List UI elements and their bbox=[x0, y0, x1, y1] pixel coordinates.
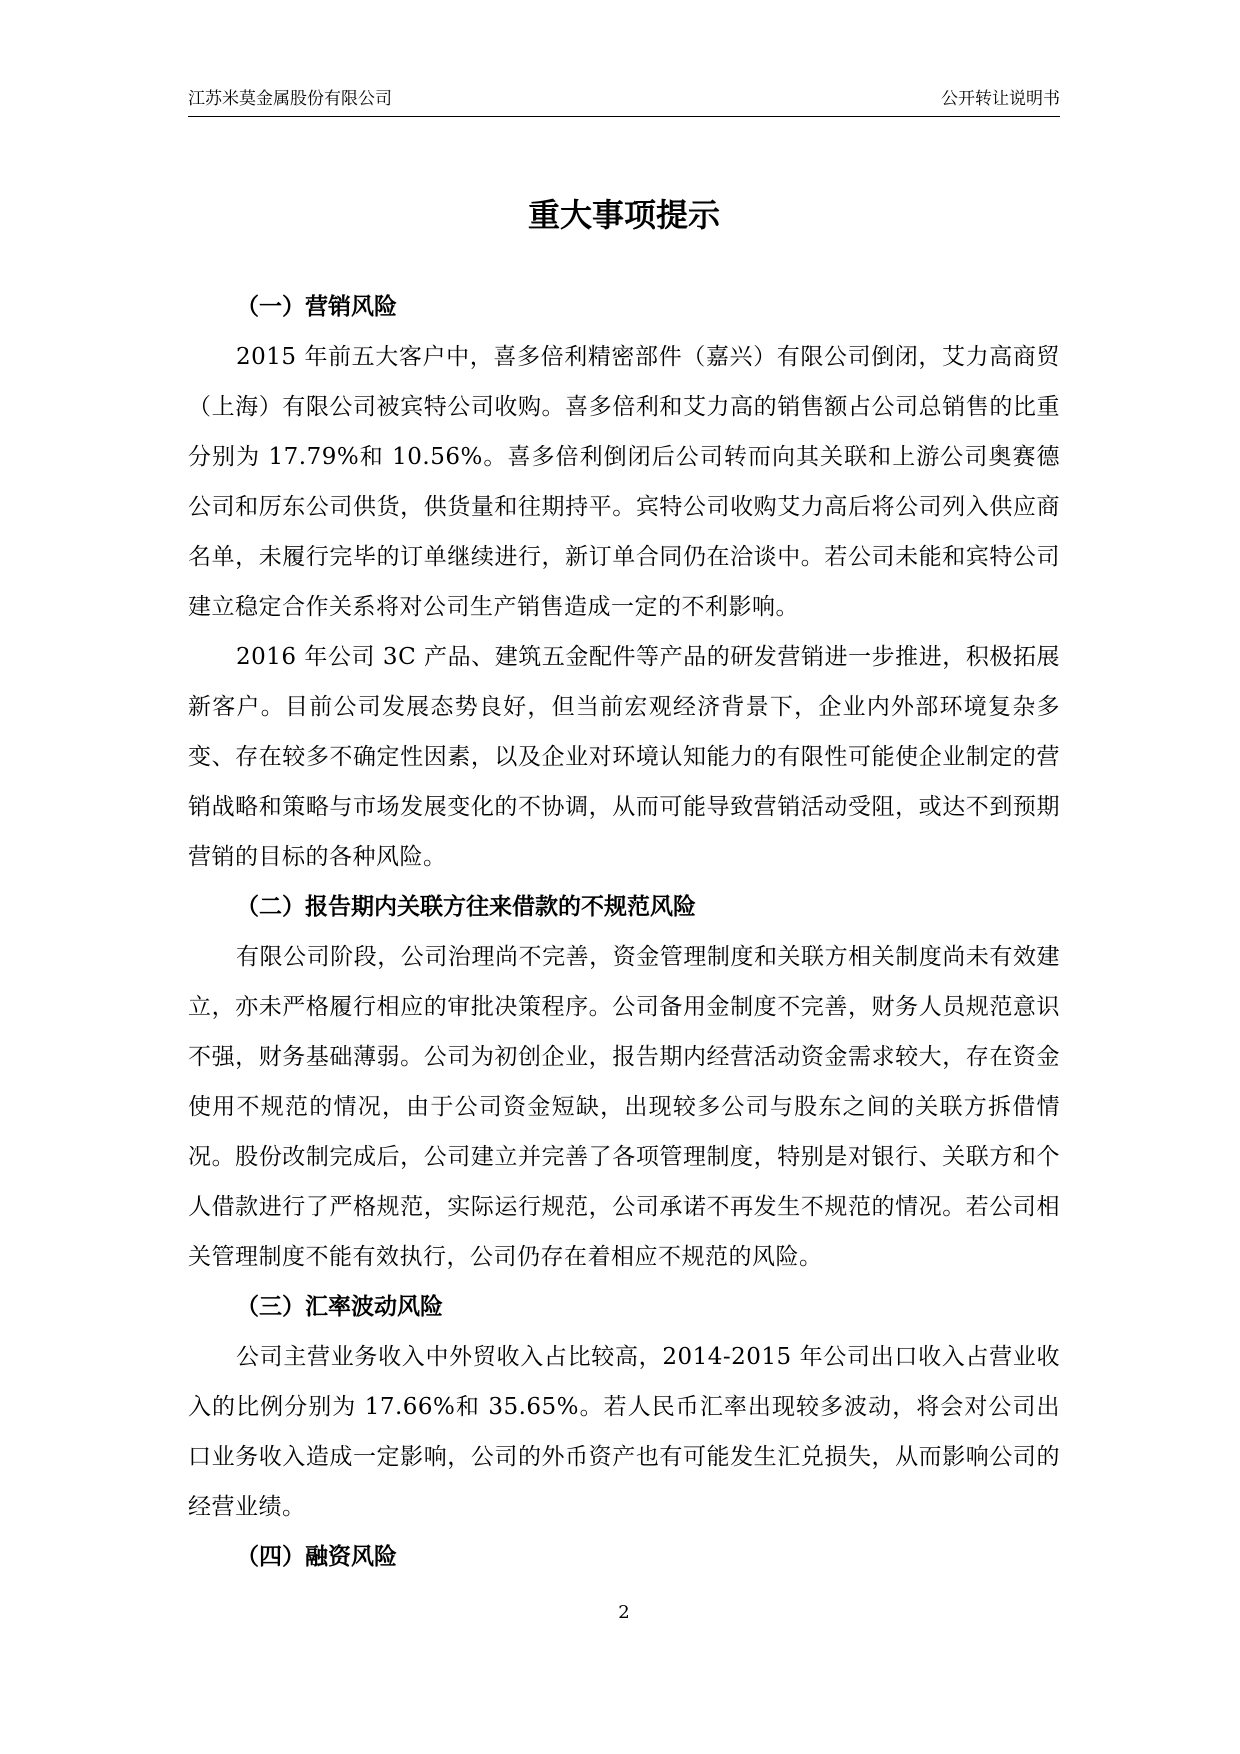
page-header bbox=[188, 86, 1060, 117]
document-body bbox=[188, 282, 1060, 1582]
section-heading-related-party-risk: （二）报告期内关联方往来借款的不规范风险 bbox=[236, 894, 696, 920]
paragraph-related-party-risk-1: 有限公司阶段，公司治理尚不完善，资金管理制度和关联方相关制度尚未有效建立，亦未严格履行相应的审批决策程序。公司备用金制度不完善，财务人员规范意识不强，财务基础薄弱。公司为初创企业，报告期内经营活动资金需求较大，存在资金使用不规范的情况，由于公司资金短缺，出现较多公司与股东之间的关联方拆借情况。股份改制完成后，公司建立并完善了各项管理制度，特别是对银行、关联方和个人借款进行了严格规范，实际运行规范，公司承诺不再发生不规范的情况。若公司相关管理制度不能有效执行，公司仍存在着相应不规范的风险。 bbox=[188, 944, 1060, 1270]
section-heading-exchange-rate-risk: （三）汇率波动风险 bbox=[236, 1294, 443, 1320]
page-number: 2 bbox=[618, 1602, 630, 1623]
paragraph-exchange-rate-risk-1: 公司主营业务收入中外贸收入占比较高，2014-2015 年公司出口收入占营业收入的比例分别为 17.66%和 35.65%。若人民币汇率出现较多波动，将会对公司出口业务收入造成一定影响，公司的外币资产也有可能发生汇兑损失，从而影响公司的经营业绩。 bbox=[188, 1344, 1060, 1520]
page-title: 重大事项提示 bbox=[527, 196, 720, 234]
header-document-type: 公开转让说明书 bbox=[941, 89, 1060, 109]
paragraph-marketing-risk-2: 2016 年公司 3C 产品、建筑五金配件等产品的研发营销进一步推进，积极拓展新客户。目前公司发展态势良好，但当前宏观经济背景下，企业内外部环境复杂多变、存在较多不确定性因素，以及企业对环境认知能力的有限性可能使企业制定的营销战略和策略与市场发展变化的不协调，从而可能导致营销活动受阻，或达不到预期营销的目标的各种风险。 bbox=[188, 644, 1060, 870]
paragraph-marketing-risk-1: 2015 年前五大客户中，喜多倍利精密部件（嘉兴）有限公司倒闭，艾力高商贸（上海）有限公司被宾特公司收购。喜多倍利和艾力高的销售额占公司总销售的比重分别为 17.79%和 10.56%。喜多倍利倒闭后公司转而向其关联和上游公司奥赛德公司和厉东公司供货，供货量和往期持平。宾特公司收购艾力高后将公司列入供应商名单，未履行完毕的订单继续进行，新订单合同仍在洽谈中。若公司未能和宾特公司建立稳定合作关系将对公司生产销售造成一定的不利影响。 bbox=[188, 344, 1060, 620]
section-heading-financing-risk: （四）融资风险 bbox=[236, 1544, 397, 1570]
section-heading-marketing-risk: （一）营销风险 bbox=[236, 294, 397, 320]
header-company-name: 江苏米莫金属股份有限公司 bbox=[188, 89, 392, 109]
